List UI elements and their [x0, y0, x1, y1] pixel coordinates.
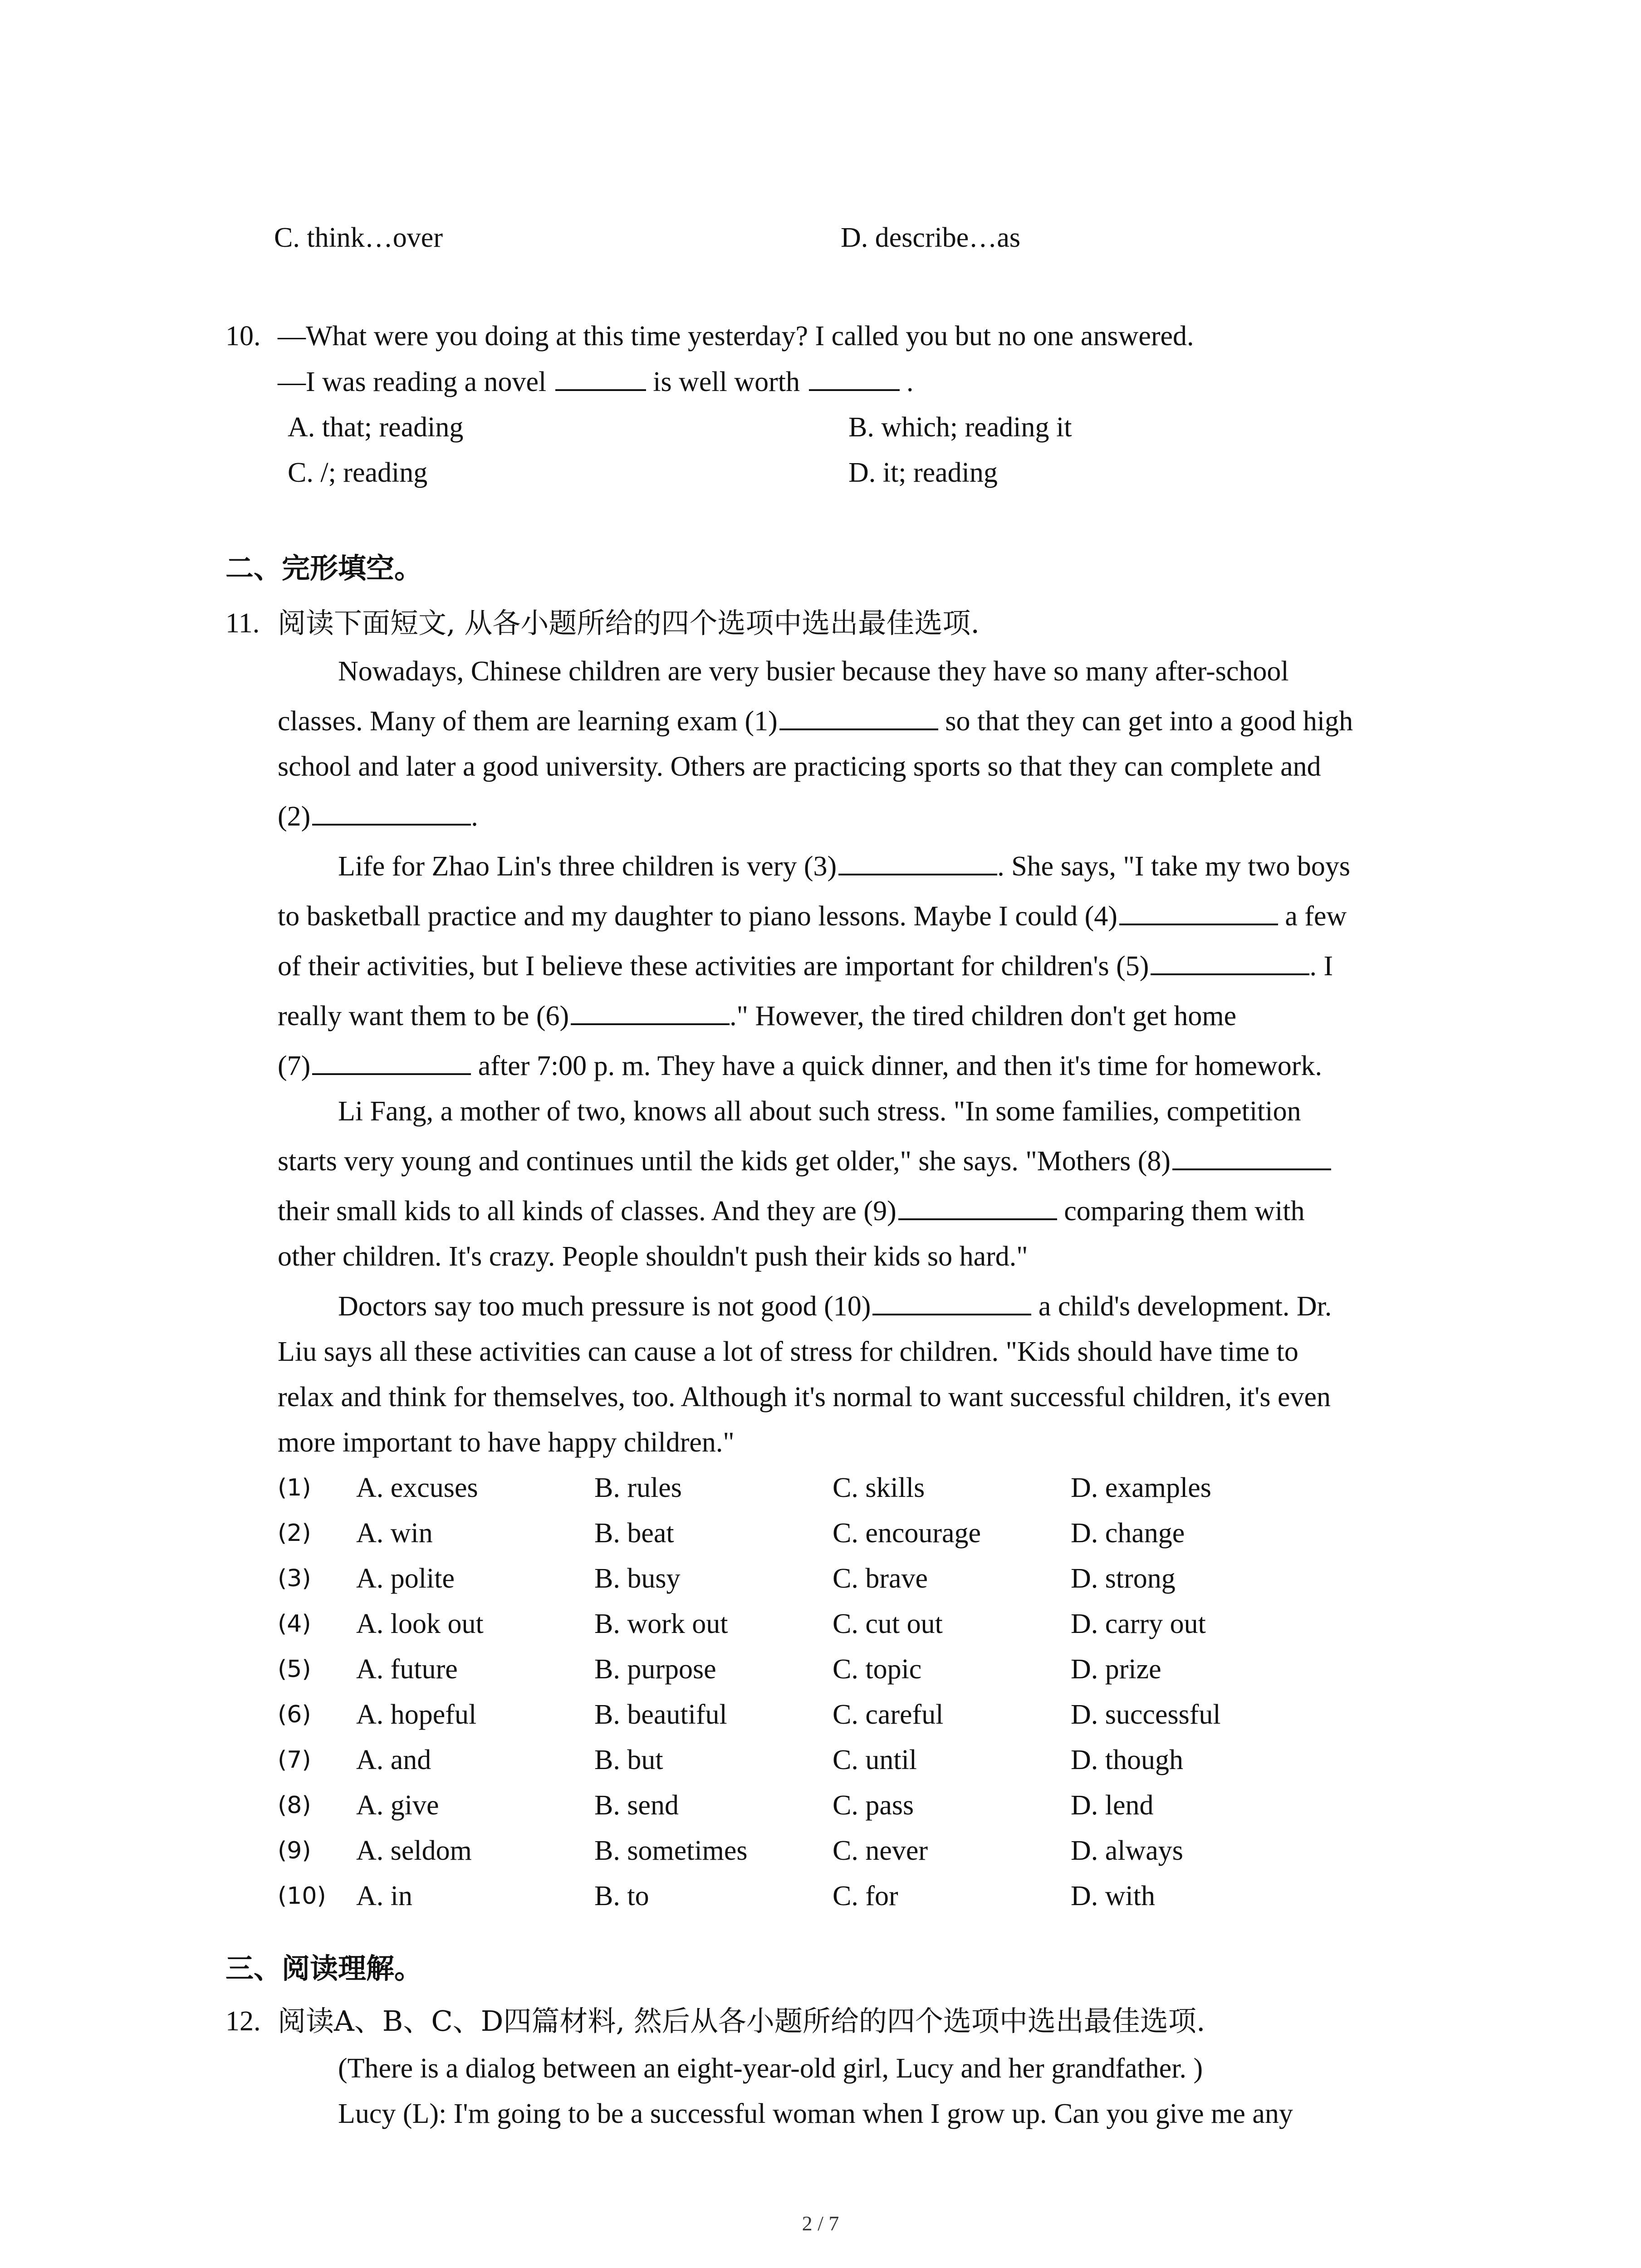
- section-heading-reading: 三、阅读理解。: [225, 1952, 423, 1985]
- answer-blank: [555, 364, 646, 391]
- passage-line: Life for Zhao Lin's three children is very (3) . She says, "I take my two boys: [338, 848, 1350, 885]
- option-choice-b: B. busy: [594, 1563, 681, 1594]
- option-number: (6): [278, 1701, 311, 1728]
- option-choice-a: A. polite: [356, 1563, 455, 1594]
- passage-line: other children. It's crazy. People shouldn't push their kids so hard.": [278, 1241, 1028, 1272]
- q10-option-a: A. that; reading: [288, 412, 464, 443]
- option-choice-a: A. and: [356, 1745, 431, 1775]
- passage-line: Doctors say too much pressure is not good (10) a child's development. Dr.: [338, 1288, 1332, 1325]
- passage-line: to basketball practice and my daughter to piano lessons. Maybe I could (4) a few: [278, 898, 1347, 934]
- option-row: [0, 1470, 1641, 1506]
- answer-blank: [1151, 948, 1309, 975]
- option-number: (1): [278, 1474, 311, 1501]
- option-choice-d: D. with: [1071, 1881, 1155, 1911]
- passage-line: of their activities, but I believe these activities are important for children's (5) . I: [278, 948, 1333, 984]
- passage-line: (2) .: [278, 798, 478, 835]
- passage-line: starts very young and continues until the kids get older," she says. "Mothers (8): [278, 1143, 1331, 1179]
- passage-line: more important to have happy children.": [278, 1427, 735, 1458]
- q9-option-d: D. describe…as: [841, 222, 1020, 253]
- q9-option-c: C. think…over: [274, 222, 443, 253]
- section-heading-cloze: 二、完形填空。: [225, 552, 423, 585]
- option-choice-b: B. send: [594, 1790, 679, 1821]
- answer-blank: [838, 848, 997, 875]
- option-number: (3): [278, 1565, 311, 1592]
- answer-blank: [571, 998, 730, 1025]
- answer-blank: [312, 798, 471, 826]
- q10-option-c: C. /; reading: [288, 457, 428, 488]
- q10-option-d: D. it; reading: [848, 457, 998, 488]
- option-choice-d: D. lend: [1071, 1790, 1154, 1821]
- answer-blank: [312, 1048, 471, 1075]
- option-choice-a: A. seldom: [356, 1835, 472, 1866]
- option-choice-d: D. successful: [1071, 1699, 1221, 1730]
- option-row: [0, 1606, 1641, 1642]
- option-choice-b: B. to: [594, 1881, 649, 1911]
- option-number: (4): [278, 1610, 311, 1637]
- option-number: (8): [278, 1792, 311, 1819]
- q10-number: 10.: [225, 321, 261, 352]
- q10-line2-a: —I was reading a novel: [278, 367, 547, 397]
- q10-line1: —What were you doing at this time yesterday? I called you but no one answered.: [278, 321, 1194, 352]
- option-choice-d: D. change: [1071, 1518, 1185, 1549]
- passage-line: Nowadays, Chinese children are very busier because they have so many after-school: [338, 656, 1289, 687]
- passage-line: their small kids to all kinds of classes. And they are (9) comparing them with: [278, 1193, 1305, 1229]
- option-number: (10): [278, 1882, 326, 1910]
- option-choice-a: A. excuses: [356, 1472, 478, 1503]
- option-choice-b: B. but: [594, 1745, 663, 1775]
- passage-line: (7) after 7:00 p. m. They have a quick dinner, and then it's time for homework.: [278, 1048, 1322, 1084]
- q10-line2-b: is well worth: [653, 367, 800, 397]
- option-row: [0, 1878, 1641, 1914]
- option-choice-b: B. work out: [594, 1608, 728, 1639]
- page-number: 2 / 7: [802, 2212, 839, 2235]
- passage-line: classes. Many of them are learning exam (1) so that they can get into a good high: [278, 703, 1353, 739]
- q10-line2-c: .: [906, 367, 914, 397]
- passage-line: Li Fang, a mother of two, knows all about such stress. "In some families, competition: [338, 1096, 1301, 1127]
- option-choice-d: D. prize: [1071, 1654, 1161, 1685]
- option-choice-a: A. look out: [356, 1608, 484, 1639]
- option-number: (5): [278, 1656, 311, 1683]
- passage-line: relax and think for themselves, too. Although it's normal to want successful children, it's even: [278, 1382, 1331, 1413]
- option-choice-a: A. hopeful: [356, 1699, 477, 1730]
- option-choice-c: C. careful: [833, 1699, 944, 1730]
- option-row: [0, 1742, 1641, 1778]
- passage-line: school and later a good university. Others are practicing sports so that they can complete and: [278, 751, 1321, 782]
- q10-option-b: B. which; reading it: [848, 412, 1072, 443]
- q11-number: 11.: [225, 608, 260, 639]
- option-choice-a: A. give: [356, 1790, 439, 1821]
- answer-blank: [809, 364, 900, 391]
- option-choice-c: C. brave: [833, 1563, 928, 1594]
- passage-line: (There is a dialog between an eight-year-old girl, Lucy and her grandfather. ): [338, 2053, 1203, 2084]
- option-choice-b: B. purpose: [594, 1654, 716, 1685]
- option-choice-c: C. until: [833, 1745, 917, 1775]
- option-row: [0, 1560, 1641, 1597]
- answer-blank: [1119, 898, 1278, 925]
- option-choice-b: B. rules: [594, 1472, 682, 1503]
- option-choice-b: B. beat: [594, 1518, 674, 1549]
- q12-instruction: 阅读A、B、C、D四篇材料, 然后从各小题所给的四个选项中选出最佳选项.: [278, 2004, 1205, 2038]
- option-choice-a: A. in: [356, 1881, 412, 1911]
- option-row: [0, 1651, 1641, 1687]
- option-choice-b: B. beautiful: [594, 1699, 727, 1730]
- option-choice-c: C. cut out: [833, 1608, 943, 1639]
- option-number: (9): [278, 1837, 311, 1864]
- option-choice-d: D. though: [1071, 1745, 1183, 1775]
- answer-blank: [898, 1193, 1057, 1220]
- option-choice-d: D. strong: [1071, 1563, 1176, 1594]
- option-row: [0, 1787, 1641, 1823]
- option-choice-c: C. pass: [833, 1790, 914, 1821]
- q12-number: 12.: [225, 2006, 261, 2037]
- option-choice-a: A. future: [356, 1654, 458, 1685]
- passage-line: Lucy (L): I'm going to be a successful woman when I grow up. Can you give me any: [338, 2098, 1293, 2129]
- q10-line2: [278, 364, 914, 400]
- answer-blank: [872, 1288, 1031, 1315]
- option-choice-d: D. examples: [1071, 1472, 1211, 1503]
- q11-instruction: 阅读下面短文, 从各小题所给的四个选项中选出最佳选项.: [278, 606, 980, 640]
- option-row: [0, 1833, 1641, 1869]
- option-row: [0, 1515, 1641, 1551]
- option-choice-a: A. win: [356, 1518, 433, 1549]
- option-number: (7): [278, 1746, 311, 1774]
- option-choice-c: C. topic: [833, 1654, 922, 1685]
- option-number: (2): [278, 1520, 311, 1547]
- option-choice-c: C. skills: [833, 1472, 925, 1503]
- answer-blank: [1172, 1143, 1331, 1170]
- option-choice-c: C. for: [833, 1881, 898, 1911]
- option-choice-c: C. never: [833, 1835, 928, 1866]
- option-choice-b: B. sometimes: [594, 1835, 748, 1866]
- passage-line: Liu says all these activities can cause a lot of stress for children. "Kids should have time to: [278, 1336, 1298, 1367]
- option-choice-d: D. carry out: [1071, 1608, 1206, 1639]
- option-row: [0, 1696, 1641, 1733]
- answer-blank: [779, 703, 938, 730]
- option-choice-c: C. encourage: [833, 1518, 981, 1549]
- passage-line: really want them to be (6) ." However, the tired children don't get home: [278, 998, 1236, 1034]
- option-choice-d: D. always: [1071, 1835, 1183, 1866]
